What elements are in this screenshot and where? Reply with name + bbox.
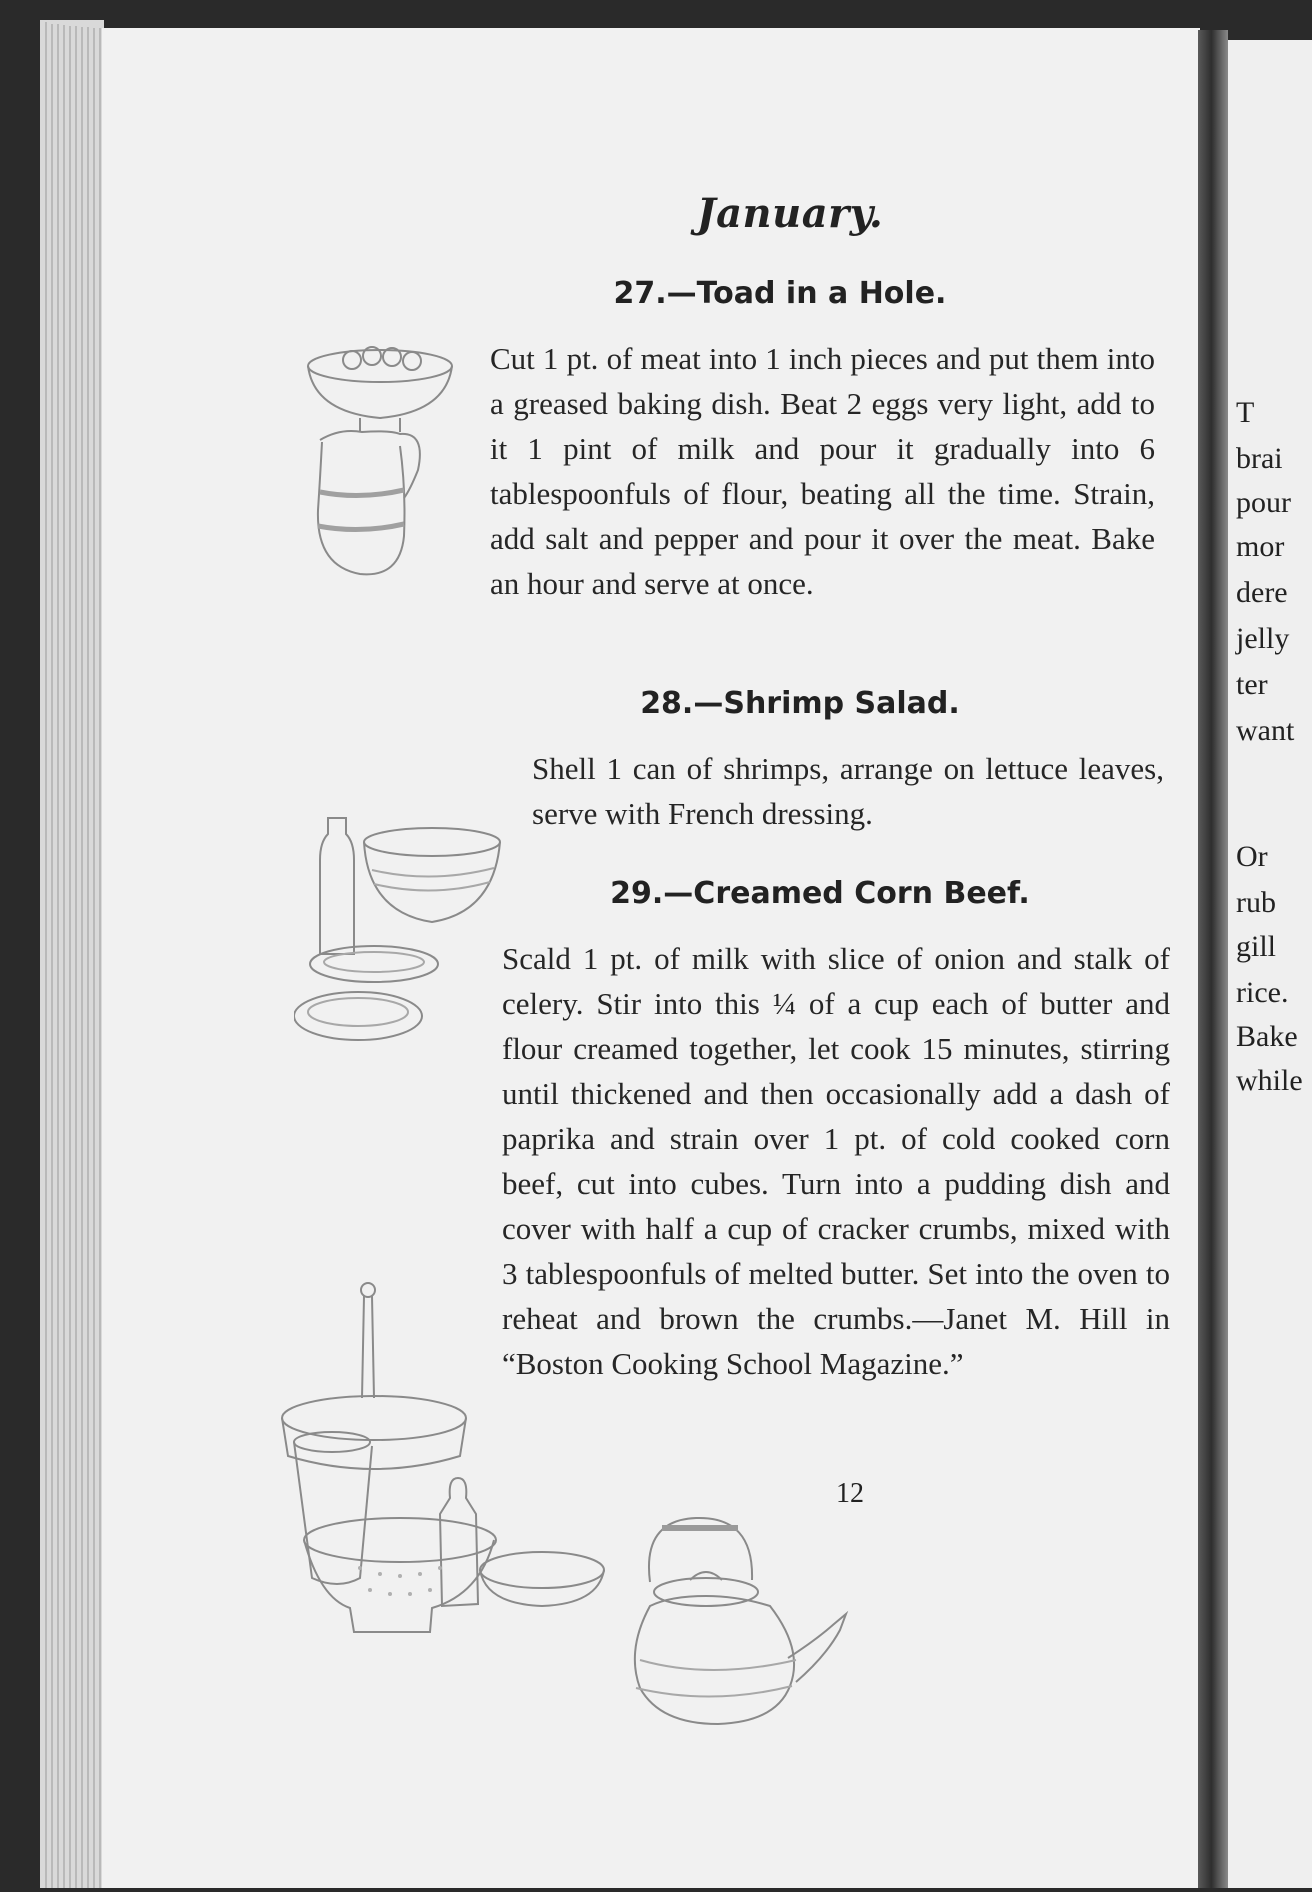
recipe-body: Scald 1 pt. of milk with slice of onion and stalk of celery. Stir into this ¼ of a cup each of butter and flour creamed together, let cook 15 minutes, stirring until thickened and then occasionally add a dash of paprika and strain over 1 pt. of cold cooked corn beef, cut into cubes. Turn into a pudding dish and cover with half a cup of cracker crumbs, mixed with 3 tablespoonfuls of melted butter. Set into the oven to reheat and brown the crumbs.—Janet M. Hill in “Boston Cooking School Magazine.” xyxy=(502,941,1170,1381)
egg-bowl-and-pitcher-illustration xyxy=(300,340,460,584)
recipe-body: Shell 1 can of shrimps, arrange on lettuce leaves, serve with French dressing. xyxy=(532,751,1164,831)
tea-kettle-illustration xyxy=(620,1510,860,1734)
recipe-title: 27.—Toad in a Hole. xyxy=(613,276,947,311)
recipe-title: 29.—Creamed Corn Beef. xyxy=(610,876,1030,911)
right-page-fragment: rub xyxy=(1236,886,1276,919)
right-page-fragment: while xyxy=(1236,1064,1303,1097)
right-page-fragment: want xyxy=(1236,714,1295,747)
right-page-fragment: Or xyxy=(1236,840,1268,873)
right-page-fragment: gill xyxy=(1236,930,1277,963)
right-page-fragment: ter xyxy=(1236,668,1268,701)
page-number: 12 xyxy=(836,1478,864,1509)
recipe-title: 28.—Shrimp Salad. xyxy=(640,686,960,721)
page-title: January. xyxy=(696,190,884,237)
right-page-fragment: brai xyxy=(1236,442,1283,475)
right-page-fragment: rice. xyxy=(1236,976,1289,1009)
recipe-body: Cut 1 pt. of meat into 1 inch pieces and put them into a greased baking dish. Beat 2 eggs very light, add to it 1 pint of milk and pour it gradually into 6 tablespoonfuls of flour, beating all the time. Strain, add salt and pepper and pour it over the meat. Bake an hour and serve at once. xyxy=(490,341,1155,601)
right-page xyxy=(1228,40,1312,1888)
right-page-fragment: jelly xyxy=(1236,622,1290,655)
right-page-fragment: mor xyxy=(1236,530,1285,563)
right-page-fragment: T xyxy=(1236,396,1255,429)
right-page-fragment: pour xyxy=(1236,486,1291,519)
book-gutter xyxy=(1198,30,1228,1888)
pan-colander-and-dish-illustration xyxy=(280,1278,610,1662)
bottle-bowl-and-plates-illustration xyxy=(294,812,534,1056)
right-page-fragment: Bake xyxy=(1236,1020,1298,1053)
right-page-fragment: dere xyxy=(1236,576,1288,609)
